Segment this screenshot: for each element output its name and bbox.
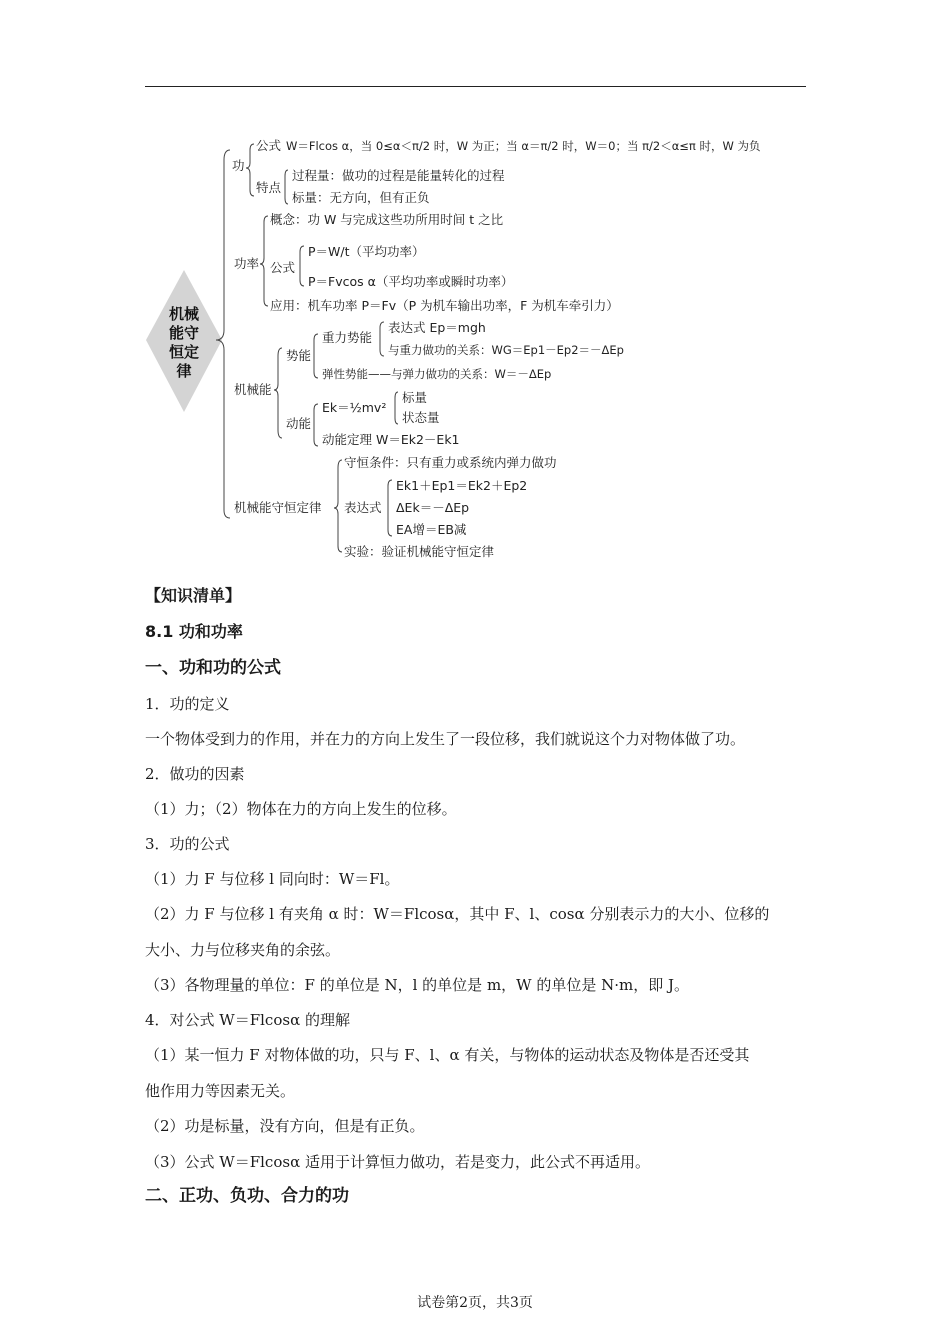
p2-body: （1）力；（2）物体在力的方向上发生的位移。 bbox=[145, 800, 457, 818]
node-shineng: 势能 bbox=[286, 348, 312, 363]
node-dongneng: 动能 bbox=[286, 416, 312, 431]
node-tanxing: 弹性势能——与弹力做功的关系：W＝－ΔEp bbox=[322, 367, 552, 381]
p4-item-1b: 他作用力等因素无关。 bbox=[145, 1082, 296, 1100]
heading-2: 二、正功、负功、合力的功 bbox=[145, 1186, 349, 1206]
mindmap-small-braces bbox=[0, 0, 950, 600]
node-dongneng-dingli: 动能定理 W＝Ek2－Ek1 bbox=[322, 432, 460, 447]
heading-1: 一、功和功的公式 bbox=[145, 658, 281, 678]
node-bds-2: ΔEk＝－ΔEp bbox=[396, 500, 470, 515]
p4-item-3: （3）公式 W＝Flcosα 适用于计算恒力做功，若是变力，此公式不再适用。 bbox=[145, 1153, 650, 1171]
p3-item-2b: 大小、力与位移夹角的余弦。 bbox=[145, 941, 341, 959]
p3-item-2a: （2）力 F 与位移 l 有夹角 α 时：W＝Flcosα，其中 F、l、cosα 分别表示力的大小、位移的 bbox=[145, 905, 770, 923]
section-label: 【知识清单】 bbox=[145, 586, 242, 605]
node-gongshi-text: W＝Flcos α，当 0≤α＜π/2 时，W 为正；当 α＝π/2 时，W＝0；当 π/2＜α≤π 时，W 为负 bbox=[286, 139, 761, 153]
page-footer: 试卷第2页，共3页 bbox=[417, 1295, 533, 1311]
node-zhongli-2: 与重力做功的关系：WG＝Ep1－Ep2＝－ΔEp bbox=[388, 343, 624, 357]
node-biaoliang: 标量 bbox=[402, 390, 428, 405]
p3-item-3: （3）各物理量的单位：F 的单位是 N，l 的单位是 m，W 的单位是 N·m，即 J。 bbox=[145, 976, 690, 994]
node-jixieneng: 机械能 bbox=[234, 382, 272, 397]
node-bds-1: Ek1＋Ep1＝Ek2＋Ep2 bbox=[396, 478, 528, 493]
node-shouheng: 机械能守恒定律 bbox=[234, 500, 322, 515]
p4-item-2: （2）功是标量，没有方向，但是有正负。 bbox=[145, 1117, 425, 1135]
p3-item-1: （1）力 F 与位移 l 同向时：W＝Fl。 bbox=[145, 870, 400, 888]
node-gl-gongshi-label: 公式 bbox=[270, 260, 296, 275]
p4-item-1a: （1）某一恒力 F 对物体做的功，只与 F、l、α 有关，与物体的运动状态及物体是否还受其 bbox=[145, 1046, 750, 1064]
p3-title: 3．功的公式 bbox=[145, 835, 230, 853]
node-gonglv: 功率 bbox=[234, 256, 260, 271]
node-bds-3: EA增＝EB减 bbox=[396, 522, 467, 537]
p4-title: 4．对公式 W＝Flcosα 的理解 bbox=[145, 1011, 350, 1029]
node-zhongli-1: 表达式 Ep＝mgh bbox=[388, 320, 486, 335]
p1-body: 一个物体受到力的作用，并在力的方向上发生了一段位移，我们就说这个力对物体做了功。 bbox=[145, 730, 746, 748]
node-gainian: 概念：功 W 与完成这些功所用时间 t 之比 bbox=[270, 212, 504, 227]
node-shouheng-tiaojian: 守恒条件：只有重力或系统内弹力做功 bbox=[344, 455, 557, 470]
node-yingyong: 应用：机车功率 P＝Fv（P 为机车输出功率，F 为机车牵引力） bbox=[270, 298, 619, 313]
p1-title: 1．功的定义 bbox=[145, 695, 230, 713]
node-biaodashi: 表达式 bbox=[344, 500, 382, 515]
node-gl-gongshi-1: P＝W/t（平均功率） bbox=[308, 244, 425, 259]
node-zhuangtai: 状态量 bbox=[402, 410, 440, 425]
node-tedian-label: 特点 bbox=[256, 180, 282, 195]
node-tedian-2: 标量：无方向，但有正负 bbox=[292, 190, 430, 205]
node-gong: 功 bbox=[232, 158, 245, 173]
node-gl-gongshi-2: P＝Fvcos α（平均功率或瞬时功率） bbox=[308, 274, 514, 289]
subsection-title: 8.1 功和功率 bbox=[145, 622, 243, 641]
node-tedian-1: 过程量：做功的过程是能量转化的过程 bbox=[292, 168, 505, 183]
node-zhongli-label: 重力势能 bbox=[322, 330, 373, 345]
node-gongshi-label: 公式 bbox=[256, 138, 282, 153]
node-ek: Ek＝½mv² bbox=[322, 400, 387, 415]
node-shiyan: 实验：验证机械能守恒定律 bbox=[344, 544, 495, 559]
p2-title: 2．做功的因素 bbox=[145, 765, 245, 783]
mindmap-root: 机械 能守 恒定 律 bbox=[168, 305, 199, 380]
